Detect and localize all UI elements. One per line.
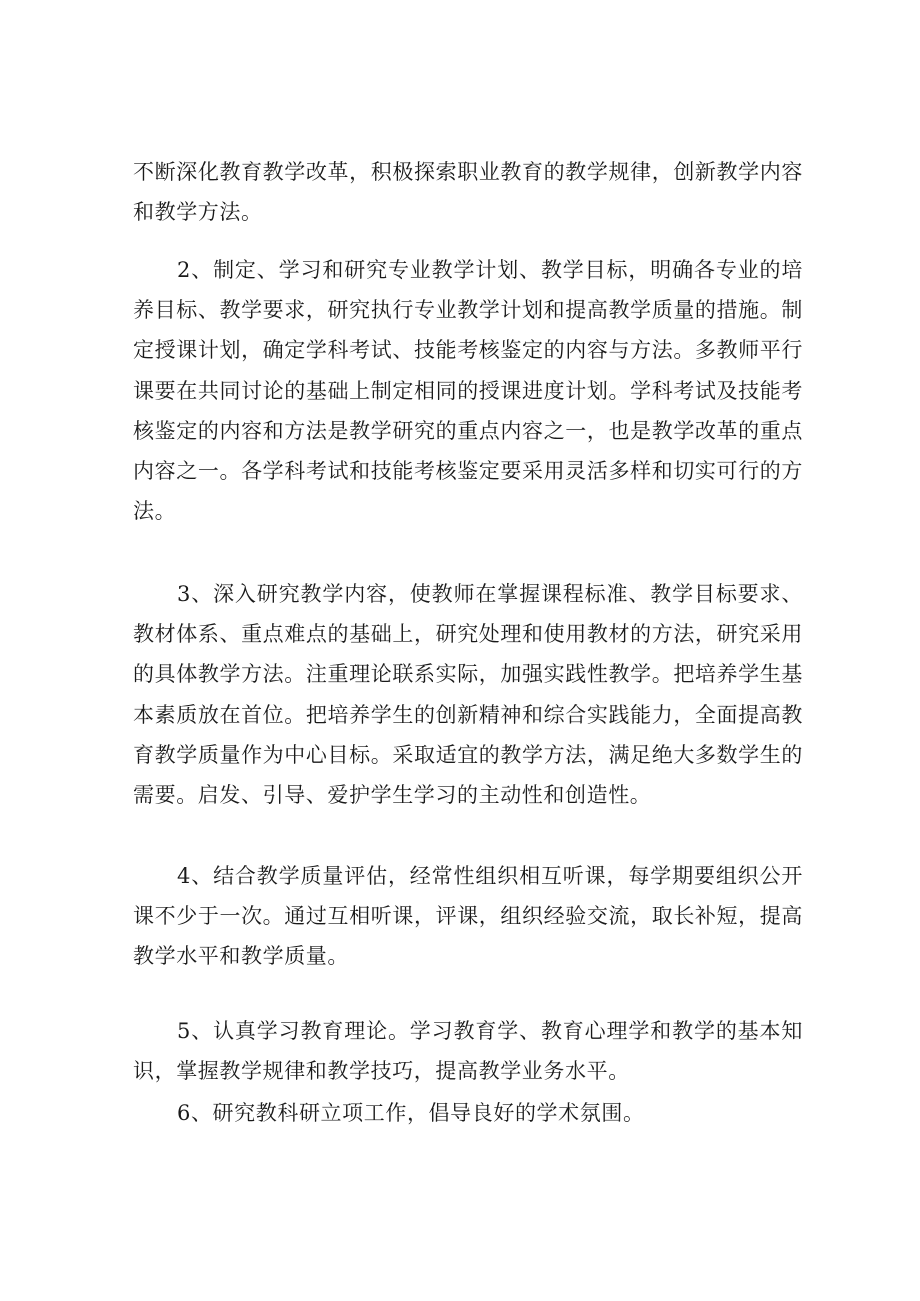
paragraph-item-4: 4、结合教学质量评估，经常性组织相互听课，每学期要组织公开课不少于一次。通过互相听课，评课，组织经验交流，取长补短，提高教学水平和教学质量。 <box>133 864 803 969</box>
paragraph-item-3: 3、深入研究教学内容，使教师在掌握课程标准、教学目标要求、教材体系、重点难点的基础上，研究处理和使用教材的方法，研究采用的具体教学方法。注重理论联系实际，加强实践性教学。把培养学生基本素质放在首位。把培养学生的创新精神和综合实践能力，全面提高教育教学质量作为中心目标。采取适宜的教学方法，满足绝大多数学生的需要。启发、引导、爱护学生学习的主动性和创造性。 <box>133 582 803 808</box>
paragraph-item-6: 6、研究教科研立项工作，倡导良好的学术氛围。 <box>177 1101 645 1125</box>
paragraph-item-5: 5、认真学习教育理论。学习教育学、教育心理学和教学的基本知识，掌握教学规律和教学技巧，提高教学业务水平。 <box>133 1019 803 1084</box>
paragraph-item-2: 2、制定、学习和研究专业教学计划、教学目标，明确各专业的培养目标、教学要求，研究执行专业教学计划和提高教学质量的措施。制定授课计划，确定学科考试、技能考核鉴定的内容与方法。多教师平行课要在共同讨论的基础上制定相同的授课进度计划。学科考试及技能考核鉴定的内容和方法是教学研究的重点内容之一，也是教学改革的重点内容之一。各学科考试和技能考核鉴定要采用灵活多样和切实可行的方法。 <box>133 258 803 524</box>
paragraph-continuation: 不断深化教育教学改革，积极探索职业教育的教学规律，创新教学内容和教学方法。 <box>133 160 803 225</box>
